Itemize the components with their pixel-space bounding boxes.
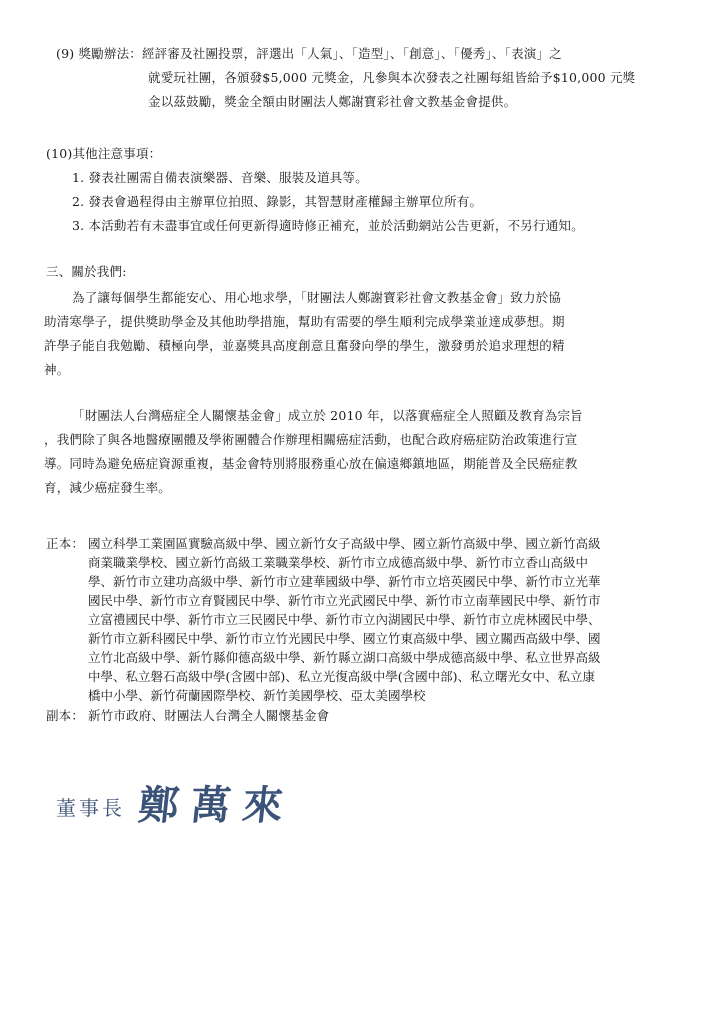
about-heading: 三、關於我們: (46, 264, 127, 279)
about-para2-line-3: 導。同時為避免癌症資源重複，基金會特別將服務重心放在偏遠鄉鎮地區，期能普及全民癌症教 (44, 456, 578, 471)
recipients-main-label: 正本： (46, 536, 85, 551)
notes-item-3: 3. 本活動若有未盡事宜或任何更新得適時修正補充，並於活動網站公告更新，不另行通知。 (72, 218, 584, 233)
notes-heading: (10)其他注意事項： (46, 146, 162, 161)
recipients-main-line: 新竹市立新科國民中學、新竹市立竹光國民中學、國立竹東高級中學、國立關西高級中學、國 (88, 631, 601, 646)
recipients-main-line: 橋中小學、新竹荷蘭國際學校、新竹美國學校、亞太美國學校 (88, 688, 426, 703)
recipients-main-line: 學、新竹市立建功高級中學、新竹市立建華國級中學、新竹市立培英國民中學、新竹市立光華 (88, 574, 601, 589)
notes-item-2: 2. 發表會過程得由主辦單位拍照、錄影，其智慧財產權歸主辦單位所有。 (72, 194, 483, 209)
recipients-main-line: 立竹北高級中學、新竹縣仰德高級中學、新竹縣立湖口高級中學成德高級中學、私立世界高級 (88, 650, 601, 665)
about-para2-line-1: 「財團法人台灣癌症全人關懷基金會」成立於 2010 年，以落實癌症全人照顧及教育為宗旨 (72, 408, 583, 423)
about-para2-line-2: ，我們除了與各地醫療團體及學術團體合作辦理相關癌症活動，也配合政府癌症防治政策進行宣 (44, 432, 578, 447)
recipients-main-line: 國立科學工業園區實驗高級中學、國立新竹女子高級中學、國立新竹高級中學、國立新竹高級 (88, 536, 601, 551)
chairman-title: 董事長 (56, 796, 125, 820)
award-line-1: (9) 獎勵辦法：經評審及社團投票，評選出「人氣」、「造型」、「創意」、「優秀」、「表演」之 (56, 46, 562, 61)
about-para1-line-3: 許學子能自我勉勵、積極向學，並嘉獎具高度創意且奮發向學的學生，激發勇於追求理想的精 (44, 338, 565, 353)
recipients-copy-line: 新竹市政府、財團法人台灣全人關懷基金會 (88, 708, 330, 723)
award-line-3: 金以茲鼓勵，獎金全額由財團法人鄭謝寶彩社會文教基金會提供。 (148, 94, 517, 109)
about-para1-line-4: 神。 (44, 362, 70, 377)
recipients-main-line: 立富禮國民中學、新竹市立三民國民中學、新竹市立內湖國民中學、新竹市立虎林國民中學、 (88, 612, 601, 627)
recipients-main-line: 商業職業學校、國立新竹高級工業職業學校、新竹市立成德高級中學、新竹市立香山高級中 (88, 555, 589, 570)
about-para1-line-2: 助清寒學子，提供獎助學金及其他助學措施，幫助有需要的學生順利完成學業並達成夢想。期 (44, 314, 565, 329)
recipients-copy-label: 副本： (46, 708, 85, 723)
recipients-main-line: 中學、私立磐石高級中學(含國中部)、私立光復高級中學(含國中部)、私立曙光女中、私立康 (88, 669, 596, 684)
chairman-signature (56, 774, 298, 831)
about-para2-line-4: 育，減少癌症發生率。 (44, 480, 172, 495)
about-para1-line-1: 為了讓每個學生都能安心、用心地求學，「財團法人鄭謝寶彩社會文教基金會」致力於協 (72, 290, 562, 305)
notes-item-1: 1. 發表社團需自備表演樂器、音樂、服裝及道具等。 (72, 170, 368, 185)
recipients-main-line: 國民中學、新竹市立育賢國民中學、新竹市立光武國民中學、新竹市立南華國民中學、新竹市 (88, 593, 601, 608)
chairman-signature-name: 鄭萬來 (136, 782, 298, 829)
award-line-2: 就愛玩社團，各頒發$5,000 元獎金，凡參與本次發表之社團每組皆給予$10,000 元獎 (148, 70, 636, 85)
